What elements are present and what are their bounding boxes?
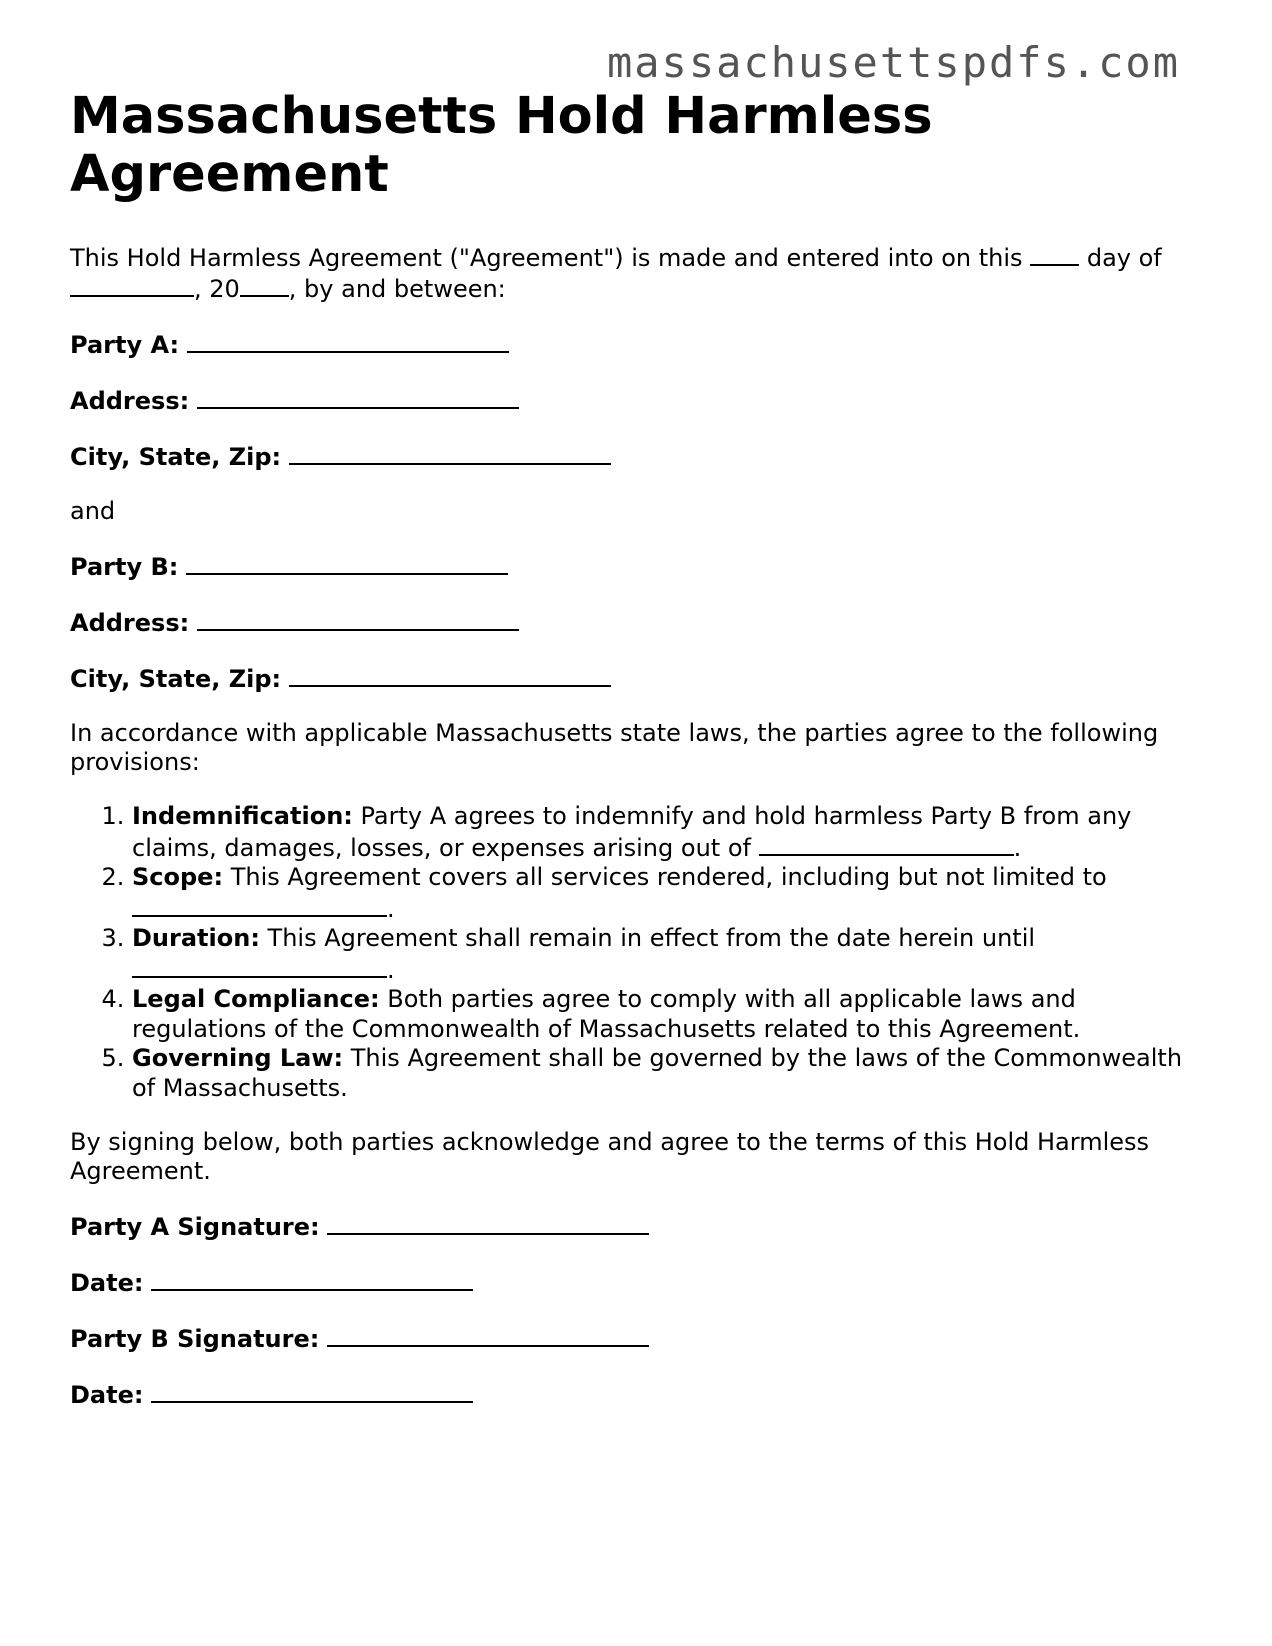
- party-a-name-label: Party A:: [70, 331, 180, 359]
- provision-item: [132, 802, 1210, 863]
- provisions-intro: In accordance with applicable Massachusetts state laws, the parties agree to the following provisions:: [70, 719, 1159, 776]
- closing-paragraph: By signing below, both parties acknowledge and agree to the terms of this Hold Harmless Agreement.: [70, 1128, 1150, 1185]
- intro-text-4: , by and between:: [288, 275, 506, 303]
- party-b-name-blank[interactable]: [186, 551, 508, 575]
- intro-text-1: This Hold Harmless Agreement ("Agreement") is made and entered into on this: [70, 244, 1023, 272]
- party-a-signature-blank[interactable]: [327, 1211, 649, 1235]
- duration-blank[interactable]: [132, 954, 387, 978]
- provision-item: [132, 924, 1210, 985]
- party-b-name-field: [70, 551, 1210, 582]
- provision-term: Scope:: [132, 863, 224, 891]
- provision-term: Governing Law:: [132, 1044, 344, 1072]
- indemnification-blank[interactable]: [759, 832, 1014, 856]
- party-b-city-blank[interactable]: [289, 663, 611, 687]
- provision-item: [132, 1044, 1210, 1103]
- provision-period: .: [387, 894, 395, 923]
- month-blank[interactable]: [70, 273, 194, 297]
- year-blank[interactable]: [240, 273, 289, 297]
- provision-term: Duration:: [132, 924, 260, 952]
- party-a-date-label: Date:: [70, 1269, 144, 1297]
- provision-text: This Agreement shall remain in effect from the date herein until: [259, 924, 1036, 952]
- party-b-city-field: [70, 663, 1210, 694]
- party-b-signature-blank[interactable]: [327, 1323, 649, 1347]
- party-b-date-field: [70, 1379, 1210, 1410]
- page-title: Massachusetts Hold Harmless Agreement: [70, 87, 933, 204]
- party-b-signature-label: Party B Signature:: [70, 1325, 320, 1353]
- scope-blank[interactable]: [132, 893, 387, 917]
- party-a-name-field: [70, 329, 1210, 360]
- document-body: [70, 88, 1210, 1435]
- party-a-city-blank[interactable]: [289, 441, 611, 465]
- provision-item: [132, 985, 1210, 1044]
- party-a-date-blank[interactable]: [151, 1267, 473, 1291]
- provision-text: Both parties agree to comply with all applicable laws and regulations of the Commonwealth of Massachusetts related to this Agreement.: [132, 985, 1081, 1043]
- intro-text-3: , 20: [194, 275, 240, 303]
- watermark-text: massachusettspdfs.com: [606, 38, 1180, 87]
- party-a-signature-field: [70, 1211, 1210, 1242]
- provision-text: This Agreement shall be governed by the laws of the Commonwealth of Massachusetts.: [132, 1044, 1183, 1102]
- party-b-signature-field: [70, 1323, 1210, 1354]
- provisions-list: [70, 802, 1210, 1103]
- provision-term: Legal Compliance:: [132, 985, 380, 1013]
- party-b-address-label: Address:: [70, 609, 190, 637]
- provision-item: [132, 863, 1210, 924]
- party-a-address-blank[interactable]: [197, 385, 519, 409]
- party-a-date-field: [70, 1267, 1210, 1298]
- party-a-address-label: Address:: [70, 387, 190, 415]
- and-text: and: [70, 497, 116, 525]
- party-a-signature-label: Party A Signature:: [70, 1213, 320, 1241]
- provision-period: .: [1013, 833, 1022, 862]
- party-b-address-blank[interactable]: [197, 607, 519, 631]
- provision-text: Party A agrees to indemnify and hold harmless Party B from any claims, damages, losses, or expenses arising out of: [132, 802, 1132, 862]
- provision-text: This Agreement covers all services rendered, including but not limited to: [223, 863, 1107, 891]
- party-b-date-label: Date:: [70, 1381, 144, 1409]
- party-a-city-field: [70, 441, 1210, 472]
- party-b-address-field: [70, 607, 1210, 638]
- party-a-address-field: [70, 385, 1210, 416]
- intro-paragraph: [70, 242, 1210, 304]
- party-a-name-blank[interactable]: [187, 329, 509, 353]
- day-blank[interactable]: [1030, 242, 1079, 266]
- party-b-date-blank[interactable]: [151, 1379, 473, 1403]
- intro-text-2: day of: [1086, 244, 1162, 272]
- provision-period: .: [387, 955, 395, 984]
- party-b-name-label: Party B:: [70, 553, 179, 581]
- provision-term: Indemnification:: [132, 802, 353, 830]
- party-b-city-label: City, State, Zip:: [70, 665, 282, 693]
- party-a-city-label: City, State, Zip:: [70, 443, 282, 471]
